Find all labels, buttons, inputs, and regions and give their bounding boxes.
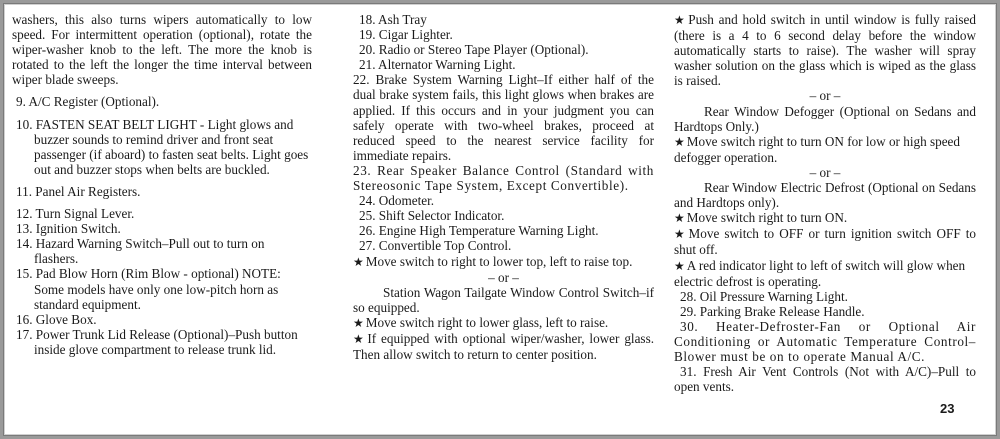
list-item-24: 24. Odometer.	[359, 193, 435, 209]
list-item-25: 25. Shift Selector Indicator.	[359, 208, 505, 224]
list-item-27: 27. Convertible Top Control.	[359, 238, 512, 254]
column-middle	[353, 12, 654, 362]
list-item-26: 26. Engine High Temperature Warning Light.	[359, 223, 599, 239]
paragraph-wiper-intro: washers, this also turns wipers automatically to low speed. For intermittent operation (optional), rotate the wiper-washer knob to the left. The more the knob is rotated to the left the longer the time interval between wiper blade sweeps.	[12, 12, 312, 88]
list-item-29: 29. Parking Brake Release Handle.	[680, 303, 865, 319]
column-right	[674, 12, 976, 394]
instruction-lower-top: ★ Move switch to right to lower top, left to raise top.	[353, 254, 654, 270]
list-item-28: 28. Oil Pressure Warning Light.	[680, 288, 848, 304]
list-item-22: 22. Brake System Warning Light–If either half of the dual brake system fails, this light glows when brakes are applied. If this occurs and in your judgment you can safely operate with two-wheel brakes, proceed at reduced speed to the nearest service facility for immediate repairs.	[353, 72, 654, 163]
instruction-push-hold: ★ Push and hold switch in until window is fully raised (there is a 4 to 6 second delay before the window automatically starts to raise). The washer will spray washer solution on the glass which is wiped as the glass is raised.	[674, 12, 976, 88]
list-item-30: 30. Heater-Defroster-Fan or Optional Air Conditioning or Automatic Temperature Control–Blower must be on to operate Manual A/C.	[674, 318, 976, 365]
list-item-14: 14. Hazard Warning Switch–Pull out to turn on flashers.	[16, 236, 265, 267]
separator-or: – or –	[488, 269, 519, 285]
page-number: 23	[940, 401, 955, 416]
list-item-20: 20. Radio or Stereo Tape Player (Optional).	[359, 42, 589, 58]
separator-or: – or –	[809, 88, 841, 104]
list-item-21: 21. Alternator Warning Light.	[359, 57, 516, 73]
list-item-17: 17. Power Trunk Lid Release (Optional)–Push button inside glove compartment to release trunk lid.	[16, 326, 298, 357]
instruction-lower-glass: ★ Move switch right to lower glass, left to raise.	[353, 315, 654, 331]
manual-page	[3, 3, 997, 436]
list-item-13: 13. Ignition Switch.	[16, 221, 121, 237]
list-item-9: 9. A/C Register (Optional).	[16, 94, 160, 110]
list-item-16: 16. Glove Box.	[16, 311, 97, 327]
list-item-31: 31. Fresh Air Vent Controls (Not with A/C)–Pull to open vents.	[674, 364, 976, 395]
heading-electric-defrost: Rear Window Electric Defrost (Optional on Sedans and Hardtops only).	[674, 180, 976, 211]
list-item-23: 23. Rear Speaker Balance Control (Standard with Stereosonic Tape System, Except Convertible).	[353, 162, 654, 194]
list-item-11: 11. Panel Air Registers.	[16, 183, 141, 199]
list-item-10: 10. FASTEN SEAT BELT LIGHT - Light glows and buzzer sounds to remind driver and front seat passenger (if aboard) to fasten seat belts. Light goes out and buzzer stops when belts are buckled.	[16, 116, 309, 177]
list-item-19: 19. Cigar Lighter.	[359, 27, 453, 43]
list-item-18: 18. Ash Tray	[359, 12, 427, 27]
instruction-indicator-light: ★ A red indicator light to left of switch will glow when electric defrost is operating.	[674, 258, 976, 289]
heading-rear-defogger: Rear Window Defogger (Optional on Sedans and Hardtops Only.)	[674, 103, 976, 134]
instruction-defrost-off: ★ Move switch to OFF or turn ignition switch OFF to shut off.	[674, 226, 976, 257]
list-item-12: 12. Turn Signal Lever.	[16, 206, 135, 222]
heading-tailgate-switch: Station Wagon Tailgate Window Control Switch–if so equipped.	[353, 284, 654, 315]
instruction-defrost-on: ★ Move switch right to turn ON.	[674, 210, 976, 226]
list-item-15: 15. Pad Blow Horn (Rim Blow - optional) NOTE: Some models have only one low-pitch horn as standard equipment.	[16, 266, 281, 312]
instruction-defogger-on: ★ Move switch right to turn ON for low or high speed defogger operation.	[674, 134, 976, 165]
column-left	[12, 12, 312, 357]
separator-or: – or –	[809, 164, 841, 180]
instruction-wiper-washer: ★ If equipped with optional wiper/washer, lower glass. Then allow switch to return to center position.	[353, 331, 654, 362]
